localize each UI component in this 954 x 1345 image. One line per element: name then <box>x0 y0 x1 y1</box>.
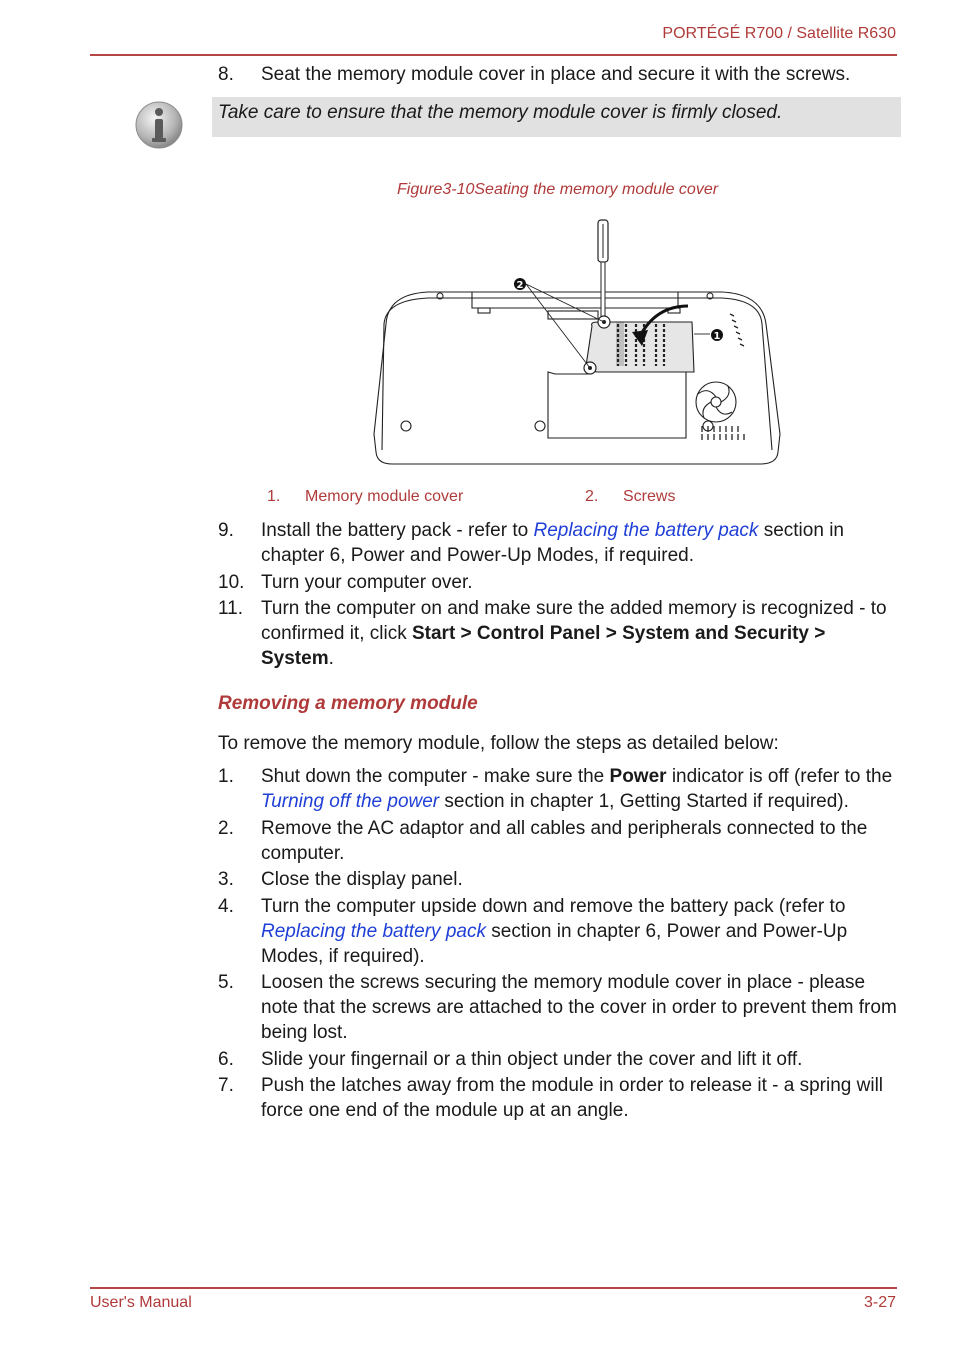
step-number: 8. <box>218 64 234 85</box>
step-number: 1. <box>218 766 234 787</box>
step-text: Slide your fingernail or a thin object under the cover and lift it off. <box>261 1048 803 1070</box>
step-number: 9. <box>218 520 234 541</box>
laptop-underside-figure <box>370 214 786 470</box>
step-text: Seat the memory module cover in place and secure it with the screws. <box>261 64 851 85</box>
menu-path: Start > Control Panel > System and Security > System <box>261 623 826 669</box>
battery-pack-link[interactable]: Replacing the battery pack <box>533 520 759 541</box>
step-number: 3. <box>218 869 234 890</box>
callout-2: 2 <box>516 280 524 291</box>
list-item <box>218 816 900 866</box>
legend-label: Screws <box>623 488 676 505</box>
legend-number: 1. <box>267 488 281 505</box>
step-number: 7. <box>218 1075 234 1096</box>
legend-label: Memory module cover <box>305 488 464 505</box>
list-item <box>218 62 900 87</box>
step-number: 10. <box>218 571 245 593</box>
figure-caption: Figure3-10Seating the memory module cover <box>397 181 719 198</box>
step-number: 2. <box>218 817 234 839</box>
section-heading: Removing a memory module <box>218 693 478 714</box>
list-item <box>218 518 900 568</box>
step-text: Turn the computer upside down and remove the battery pack (refer to <box>261 895 846 917</box>
note-text: Take care to ensure that the memory module cover is firmly closed. <box>218 102 783 123</box>
step-text: section in chapter 6, Power and Power-Up Modes, if required. <box>261 520 844 566</box>
step-text: Loosen the screws securing the memory module cover in place - please note that the screws are attached to the cover in order to prevent them from being lost. <box>261 972 897 1043</box>
step-text: Remove the AC adaptor and all cables and peripherals connected to the computer. <box>261 817 868 864</box>
step-text: indicator is off (refer to the <box>666 766 893 787</box>
legend-item-1 <box>267 488 463 506</box>
note-box <box>212 97 901 137</box>
section-intro: To remove the memory module, follow the steps as detailed below: <box>218 733 779 754</box>
footer-manual-title: User's Manual <box>90 1294 192 1311</box>
step-text: . <box>328 648 334 669</box>
power-label: Power <box>609 766 667 787</box>
running-header: PORTÉGÉ R700 / Satellite R630 <box>662 25 896 42</box>
list-item <box>218 970 900 1045</box>
list-item <box>218 764 900 814</box>
step-text: Push the latches away from the module in order to release it - a spring will force one end of the module up at an angle. <box>261 1075 884 1121</box>
footer-rule <box>90 1287 897 1289</box>
list-item <box>218 1047 900 1072</box>
turning-off-power-link[interactable]: Turning off the power <box>261 791 440 812</box>
step-list-a <box>218 518 900 673</box>
battery-pack-link[interactable]: Replacing the battery pack <box>261 920 486 942</box>
step-number: 4. <box>218 895 234 917</box>
step-text: Shut down the computer - make sure the <box>261 766 610 787</box>
header-rule <box>90 54 897 56</box>
step-number: 5. <box>218 972 234 993</box>
info-icon <box>133 99 185 151</box>
list-item <box>218 1073 900 1123</box>
step-text: Turn your computer over. <box>261 571 473 593</box>
step-list-b <box>218 764 900 1125</box>
step-text: section in chapter 1, Getting Started if required). <box>439 791 849 812</box>
step-number: 11. <box>218 598 244 619</box>
step-list-continued <box>218 62 900 89</box>
legend-item-2 <box>585 488 675 506</box>
legend-number: 2. <box>585 488 599 505</box>
step-number: 6. <box>218 1048 234 1070</box>
step-text: Close the display panel. <box>261 869 463 890</box>
callout-1: 1 <box>713 331 721 342</box>
step-text: Turn the computer on and make sure the added memory is recognized - to confirmed it, click <box>261 598 887 644</box>
list-item <box>218 596 900 671</box>
list-item <box>218 894 900 969</box>
list-item <box>218 867 900 892</box>
step-text: section in chapter 6, Power and Power-Up Modes, if required). <box>261 920 848 967</box>
page-number: 3-27 <box>863 1294 896 1311</box>
list-item <box>218 570 900 595</box>
step-text: Install the battery pack - refer to <box>261 520 534 541</box>
